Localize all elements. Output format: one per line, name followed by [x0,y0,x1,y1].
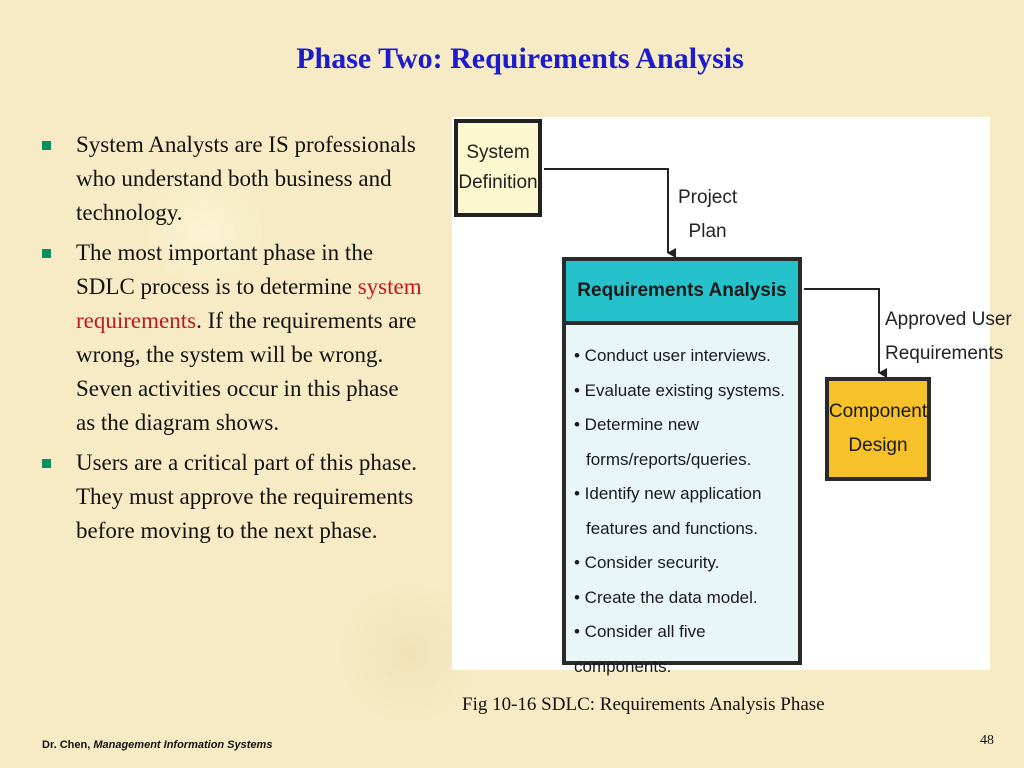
component-design-box [825,377,931,481]
activity-item: forms/reports/queries. [586,449,752,469]
requirements-analysis-box [562,257,802,676]
bullet-item [38,128,423,230]
bullet-item [38,446,423,548]
component-design-line: Component [828,401,928,422]
figure-caption: Fig 10-16 SDLC: Requirements Analysis Phase [462,694,825,715]
bullet-text: . If the requirements are wrong, the system will be wrong. Seven activities occur in this phase as the diagram shows. [76,308,417,435]
activity-item: • Evaluate existing systems. [574,380,785,400]
approved-requirements-label [885,303,1012,371]
requirements-analysis-title: Requirements Analysis [566,261,798,325]
footer-course: Management Information Systems [93,739,273,751]
footer [42,739,272,751]
activity-item: • Consider all five components. [574,622,706,676]
bullet-item [38,236,423,440]
activity-item: • Determine new [574,415,700,434]
activity-list [574,339,794,684]
approved-requirements-line: Requirements [885,343,1004,364]
bullet-text: System Analysts are IS professionals who understand both business and technology. [76,132,416,225]
approved-requirements-line: Approved User [885,309,1012,330]
page-number: 48 [980,733,994,748]
activity-item: • Consider security. [574,553,720,572]
activity-item: • Create the data model. [574,587,758,607]
activity-item: features and functions. [586,518,759,538]
footer-author: Dr. Chen, [42,739,94,751]
system-definition-line: System [466,142,530,163]
system-definition-line: Definition [458,172,538,193]
bullet-list [38,128,423,554]
bullet-text: Users are a critical part of this phase. They must approve the requirements before moving to the next phase. [76,450,418,543]
component-design-line: Design [848,435,908,456]
bullet-text: The most important phase in the SDLC process is to determine [76,240,374,299]
activity-item: • Identify new application [574,484,762,503]
project-plan-line: Plan [688,221,727,242]
project-plan-label [678,181,737,249]
highlighted-term: system requirements [76,274,422,333]
slide-title: Phase Two: Requirements Analysis [296,42,744,75]
project-plan-line: Project [678,187,738,208]
square-bullet-icon [42,249,51,258]
sdlc-diagram [452,117,1012,676]
approved-requirements-arrow [804,289,879,373]
system-definition-box [454,119,542,217]
square-bullet-icon [42,141,51,150]
activity-item: • Conduct user interviews. [574,346,771,365]
project-plan-arrow [544,169,668,253]
square-bullet-icon [42,459,51,468]
